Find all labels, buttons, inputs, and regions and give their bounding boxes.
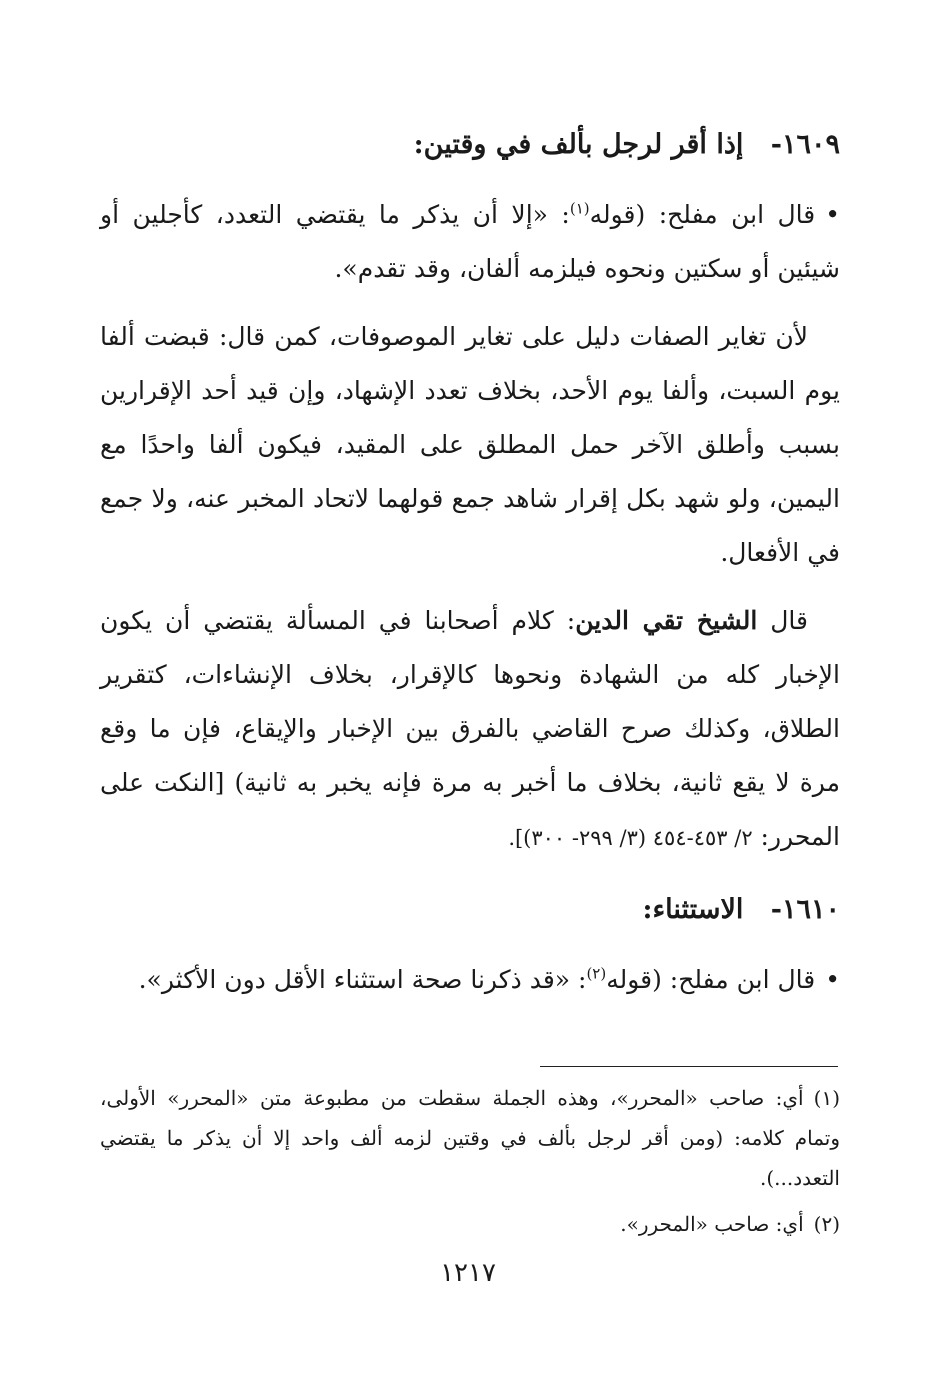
section-number: ١٦٠٩- bbox=[770, 129, 840, 160]
paragraph-taqi-al-din bbox=[100, 594, 840, 865]
footnote-ref-2: (٢) bbox=[586, 964, 607, 983]
paragraph-lead: قال bbox=[757, 606, 808, 635]
footnote-number: (١) bbox=[813, 1086, 840, 1110]
footnote-number: (٢) bbox=[813, 1212, 840, 1236]
paragraph-explanation bbox=[100, 310, 840, 580]
paragraph-text: : «قد ذكرنا صحة استثناء الأقل دون الأكثر». bbox=[138, 965, 587, 994]
bullet-icon: • bbox=[825, 965, 840, 994]
paragraph-text: : «إلا أن يذكر ما يقتضي التعدد، كأجلين أو شيئين أو سكتين ونحوه فيلزمه ألفان، وقد تقدم». bbox=[100, 200, 840, 283]
paragraph-lead: قال ابن مفلح: (قوله bbox=[606, 965, 816, 994]
paragraph-ibn-muflih-2 bbox=[100, 953, 840, 1007]
paragraph-text: : كلام أصحابنا في المسألة يقتضي أن يكون الإخبار كله من الشهادة ونحوها كالإقرار، بخلاف الإنشاءات، كتقرير الطلاق، وكذلك صرح القاضي بالفرق بين الإخبار والإيقاع، فإن ما وقع مرة لا يقع ثانية، بخلاف ما أخبر به مرة فإنه يخبر به ثانية) [النكت على المحرر: bbox=[100, 606, 840, 851]
section-title: الاستثناء: bbox=[642, 894, 744, 925]
section-number: ١٦١٠- bbox=[770, 894, 840, 925]
footnote-ref-1: (١) bbox=[569, 199, 590, 218]
paragraph-lead: قال ابن مفلح: (قوله bbox=[589, 200, 816, 229]
footnote-text: أي: صاحب «المحرر»، وهذه الجملة سقطت من مطبوعة متن «المحرر» الأولى، وتمام كلامه: (ومن أقر لرجل بألف في وقتين لزمه ألف واحد إلا أن يذكر ما يقتضي التعدد...). bbox=[100, 1086, 840, 1190]
footnote-text: أي: صاحب «المحرر». bbox=[620, 1212, 804, 1236]
citation-reference: ٢/ ٤٥٣-٤٥٤ (٣/ ٢٩٩- ٣٠٠)]. bbox=[508, 826, 753, 850]
paragraph-ibn-muflih-1 bbox=[100, 188, 840, 296]
page-number: ١٢١٧ bbox=[440, 1258, 496, 1288]
footnote-2 bbox=[100, 1204, 840, 1244]
bullet-icon: • bbox=[825, 200, 840, 229]
footnotes bbox=[100, 1078, 840, 1250]
page-body bbox=[100, 118, 840, 1021]
section-title: إذا أقر لرجل بألف في وقتين: bbox=[413, 129, 744, 160]
footnote-1 bbox=[100, 1078, 840, 1198]
section-heading-1610 bbox=[100, 883, 840, 937]
scholar-name: الشيخ تقي الدين bbox=[575, 606, 758, 635]
paragraph-text: لأن تغاير الصفات دليل على تغاير الموصوفات، كمن قال: قبضت ألفا يوم السبت، وألفا يوم الأحد، بخلاف تعدد الإشهاد، وإن قيد أحد الإقرارين بسبب وأطلق الآخر حمل المطلق على المقيد، فيكون ألفا واحدًا مع اليمين، ولو شهد بكل إقرار شاهد جمع قولهما لاتحاد المخبر عنه، ولا جمع في الأفعال. bbox=[100, 322, 840, 567]
section-heading-1609 bbox=[100, 118, 840, 172]
footnote-separator bbox=[540, 1066, 838, 1067]
